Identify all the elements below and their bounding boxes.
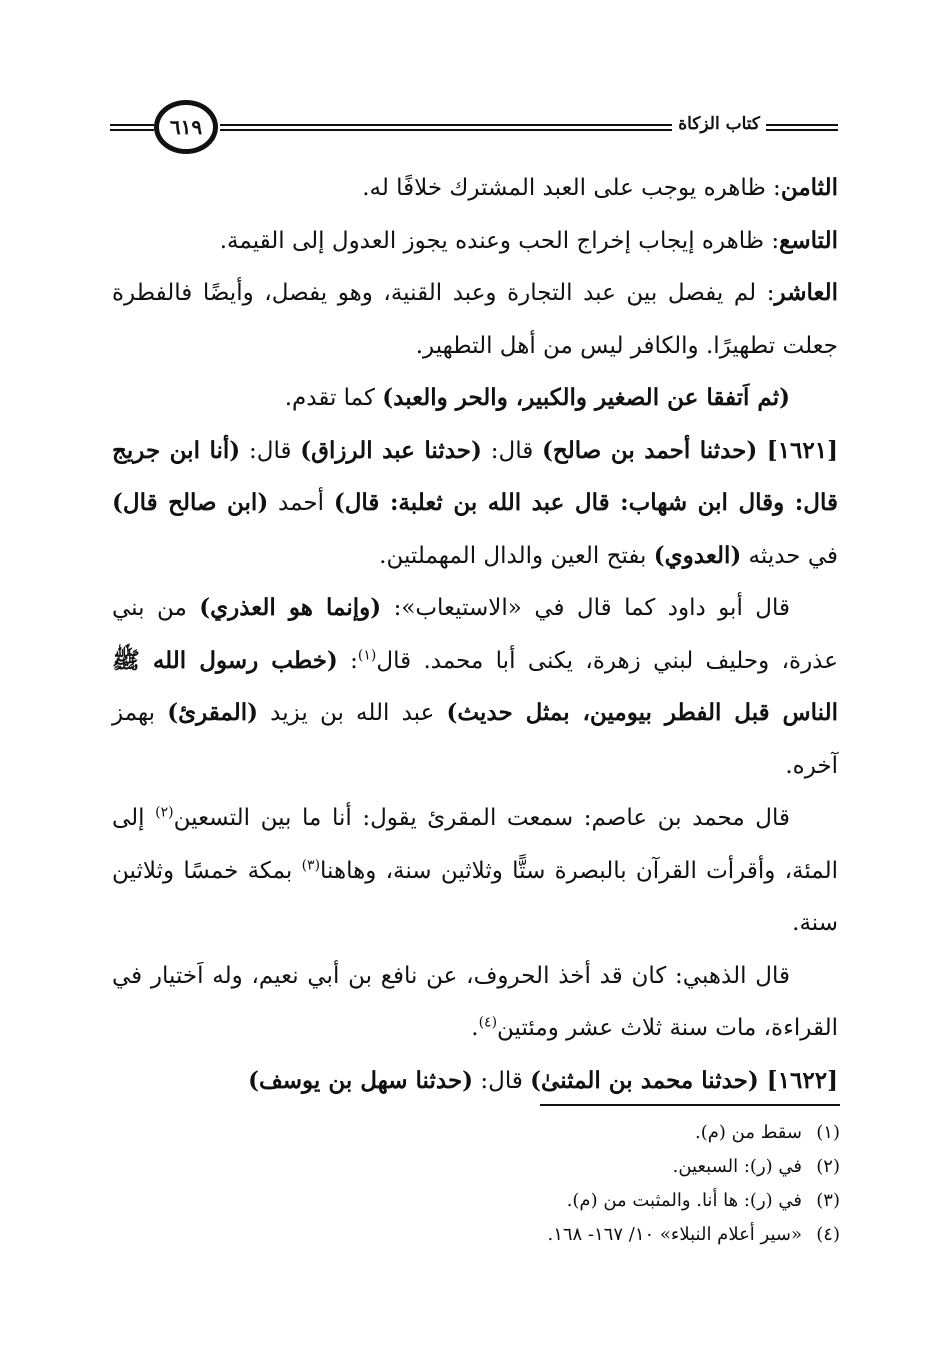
footnote-ref[interactable]: (٢) (155, 804, 174, 821)
footnote-number: (٣) (816, 1190, 840, 1211)
hadith-number: [١٦٢٢] (766, 1066, 838, 1094)
paragraph-label: العاشر (774, 279, 838, 306)
paragraph-text: عبد الله بن يزيد (257, 700, 447, 726)
header-rule-right (768, 124, 838, 134)
footnote-ref[interactable]: (٤) (478, 1014, 498, 1031)
footnote-item (300, 1150, 840, 1184)
paragraph-text: بهمز آخره. (112, 700, 838, 779)
paragraph-abu-dawud (112, 582, 838, 792)
matn-quote: (ابن صالح قال) (112, 489, 269, 516)
paragraph-text: . (471, 1015, 479, 1041)
paragraph-text: : لم يفصل بين عبد التجارة وعبد القنية، وهو يفصل، وأيضًا فالفطرة جعلت تطهيرًا. والكافر ليس من أهل التطهير. (112, 280, 838, 359)
footnote-text: «سير أعلام النبلاء» ١٠/ ١٦٧- ١٦٨. (547, 1224, 802, 1245)
footnote-number: (١) (816, 1122, 840, 1143)
paragraph-text: بفتح العين والدال المهملتين. (379, 542, 654, 569)
paragraph-ninth (112, 215, 838, 268)
paragraph-ibn-asim (112, 792, 838, 950)
hadith-1621 (112, 425, 838, 583)
footnote-text: في (ر): السبعين. (672, 1156, 802, 1177)
footnote-item (300, 1184, 840, 1218)
paragraph-text: إلى المئة، وأقرأت القرآن بالبصرة ستًّا وثلاثين سنة، وهاهنا (112, 805, 838, 884)
hadith-number: [١٦٢١] (766, 436, 838, 464)
hadith-1622 (112, 1055, 838, 1108)
footnote-ref[interactable]: (٣) (301, 856, 321, 873)
paragraph-text: بمكة خمسًا وثلاثين سنة. (112, 857, 838, 936)
running-head: كتاب الزكاة (672, 114, 766, 134)
paragraph-text: من بني عذرة، وحليف لبني زهرة، يكنى أبا محمد. قال (112, 595, 838, 674)
paragraph-text: أحمد (268, 490, 334, 516)
paragraph-text: : (337, 647, 358, 674)
paragraph-label: التاسع (779, 226, 838, 254)
paragraph-eighth (112, 162, 838, 215)
matn-quote: (المقرئ) (167, 699, 258, 726)
footnote-ref[interactable]: (١) (357, 646, 377, 663)
matn-quote: (وإنما هو العذري) (199, 594, 382, 621)
header-rule-left (110, 124, 154, 134)
matn-quote: (خطب رسول الله ﷺ الناس قبل الفطر بيومين، بمثل حديث) (112, 646, 838, 726)
matn-quote: (أنا ابن جريج قال: وقال ابن شهاب: قال عبد الله بن ثعلبة: قال) (112, 436, 838, 516)
page-header (110, 100, 838, 156)
footnote-item (300, 1116, 840, 1150)
paragraph-text: قال: (240, 437, 301, 464)
paragraph-text: قال محمد بن عاصم: سمعت المقرئ يقول: أنا ما بين التسعين (173, 805, 790, 831)
matn-quote: (ثم اَتفقا عن الصغير والكبير، والحر والعبد) (382, 384, 790, 411)
footnote-item (300, 1218, 840, 1252)
paragraph-text: قال: (473, 1067, 531, 1094)
paragraph-label: الثامن (780, 174, 838, 201)
footnote-text: سقط من (م). (695, 1122, 802, 1143)
paragraph-tenth (112, 267, 838, 372)
paragraph-text: : ظاهره يوجب على العبد المشترك خلافًا له. (362, 175, 781, 201)
matn-quote: (العدوي) (653, 541, 742, 569)
main-text (112, 162, 838, 1107)
matn-quote: (حدثنا محمد بن المثنىٰ) (530, 1066, 767, 1094)
paragraph-text: : ظاهره إيجاب إخراج الحب وعنده يجوز العدول إلى القيمة. (219, 227, 780, 254)
paragraph-text: قال أبو داود كما قال في «الاستيعاب»: (381, 595, 790, 621)
footnote-number: (٢) (816, 1156, 840, 1177)
paragraph-then-agreed (112, 372, 838, 425)
page-number: ٦١٩ (154, 100, 218, 154)
paragraph-text: قال الذهبي: كان قد أخذ الحروف، عن نافع بن أبي نعيم، وله اَختيار في القراءة، مات سنة ثلاث عشر ومئتين (112, 962, 838, 1041)
footnote-text: في (ر): ها أنا. والمثبت من (م). (566, 1190, 802, 1211)
paragraph-dhahabi (112, 950, 838, 1055)
footnote-number: (٤) (816, 1224, 840, 1245)
paragraph-text: كما تقدم. (284, 385, 383, 411)
paragraph-text: في حديثه (741, 542, 838, 569)
matn-quote: (حدثنا سهل بن يوسف) (248, 1066, 474, 1094)
footnote-separator (540, 1104, 840, 1106)
matn-quote: (حدثنا أحمد بن صالح) (542, 436, 767, 464)
matn-quote: (حدثنا عبد الرزاق) (300, 436, 482, 464)
paragraph-text: قال: (481, 437, 543, 464)
footnotes (300, 1116, 840, 1252)
